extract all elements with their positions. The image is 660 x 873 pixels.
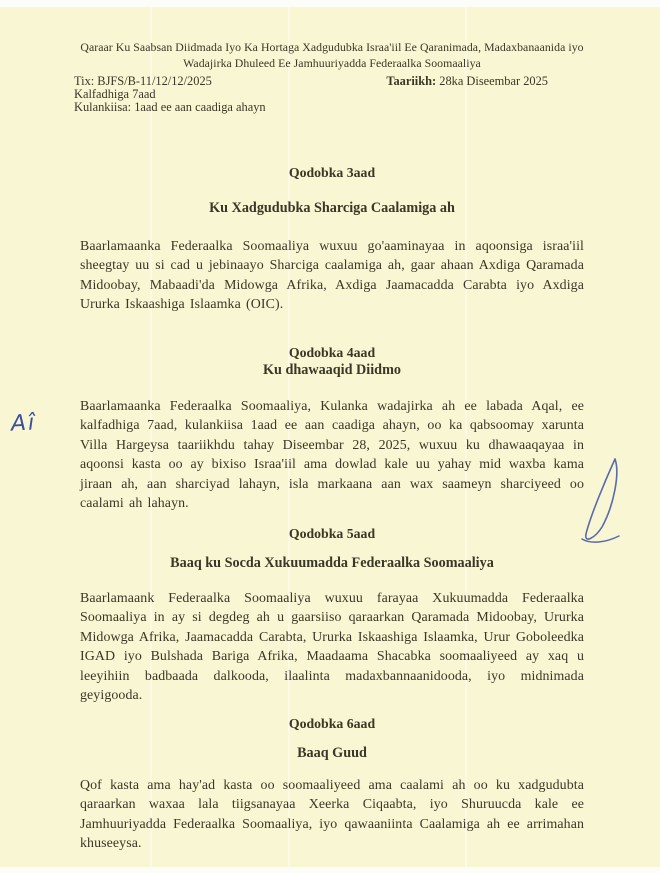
section-qodobka-3aad	[80, 165, 584, 315]
reference-number: Tix: BJFS/B-11/12/12/2025	[74, 73, 212, 88]
section-qodobka-4aad	[80, 345, 584, 514]
section-number: Qodobka 3aad	[288, 164, 376, 180]
document-content	[0, 7, 660, 867]
section-qodobka-5aad	[80, 526, 584, 706]
paper-sheet	[0, 7, 660, 867]
section-body: Qof kasta ama hay'ad kasta oo soomaaliyeed ama caalami ah oo ku xadgudubta qaraarkan waxaa lala tiigsanayaa Xeerka Ciqaabta, iyo Shuruucda kale ee Jamhuuriyadda Federaalka Soomaaliya, iyo qawaaniinta Caalamiga ah ee arrimahan khuseeysa.	[80, 777, 584, 852]
section-body: Baarlamaanka Federaalka Soomaaliya wuxuu go'aaminayaa in aqoonsiga israa'iil sheegtay uu si cad u jebinaayo Sharciga caalamiga ah, gaar ahaan Axdiga Qaramada Midoobay, Mabaadi'da Midowga Afrika, Axdiga Jaamacadda Carabta iyo Axdiga Ururka Iskaashiga Islaamka (OIC).	[80, 238, 584, 313]
document-date	[386, 75, 548, 88]
session-line: Kalfadhiga 7aad	[74, 87, 156, 101]
date-label: Taariikh:	[386, 73, 437, 88]
handwritten-margin-note: Aî	[10, 410, 37, 437]
date-value: 28ka Diseembar 2025	[436, 73, 548, 88]
meta-row-ref-date	[74, 75, 584, 88]
section-heading: Baaq Guud	[297, 744, 367, 761]
section-heading: Ku dhawaaqid Diidmo	[263, 361, 401, 378]
handwritten-pen-checkmark	[575, 445, 645, 553]
meeting-line: Kulankiisa: 1aad ee aan caadiga ahayn	[74, 100, 266, 115]
section-qodobka-6aad	[80, 716, 584, 854]
document-title: Qaraar Ku Saabsan Diidmada Iyo Ka Hortaga Xadgudubka Israa'iil Ee Qaranimada, Madaxbanaanida iyo Wadajirka Dhuleed Ee Jamhuuriyadda Federaalka Soomaaliya	[80, 40, 584, 70]
section-heading: Ku Xadgudubka Sharciga Caalamiga ah	[209, 199, 455, 216]
section-number: Qodobka 5aad	[288, 525, 376, 541]
section-heading: Baaq ku Socda Xukuumadda Federaalka Soomaaliya	[170, 554, 494, 571]
section-number: Qodobka 6aad	[288, 715, 376, 731]
section-number: Qodobka 4aad	[288, 344, 376, 360]
section-body: Baarlamaank Federaalka Soomaaliya wuxuu farayaa Xukuumadda Federaalka Soomaaliya in ay si degdeg ah u gaarsiiso qaraarkan Qaramada Midoobay, Ururka Midowga Afrika, Jaamacadda Carabta, Ururka Iskaashiga Islaamka, Urur Goboleedka IGAD iyo Bulshada Bariga Afrika, Maadaama Shacabka soomaaliyeed ay xaq u leeyihiin badbaada dalkooda, ilaalinta madaxbannaanidooda, iyo midnimada geyigooda.	[80, 590, 584, 704]
document-meta	[74, 75, 584, 115]
section-body: Baarlamaanka Federaalka Soomaaliya, Kulanka wadajirka ah ee labada Aqal, ee kalfadhiga 7aad, kulankiisa 1aad ee aan caadiga ahayn, oo ka qabsoomay xarunta Villa Hargeysa taariikhdu tahay Diseembar 28, 2025, wuxuu ku dhawaaqayaa in aqoonsi kasta oo ay bixiso Israa'iil ama dowlad kale uu yahay mid waxba kama jiraan ah, aan sharciyad lahayn, isla markaana aan wax saameyn sharciyeed oo caalami ah lahayn.	[80, 398, 584, 512]
